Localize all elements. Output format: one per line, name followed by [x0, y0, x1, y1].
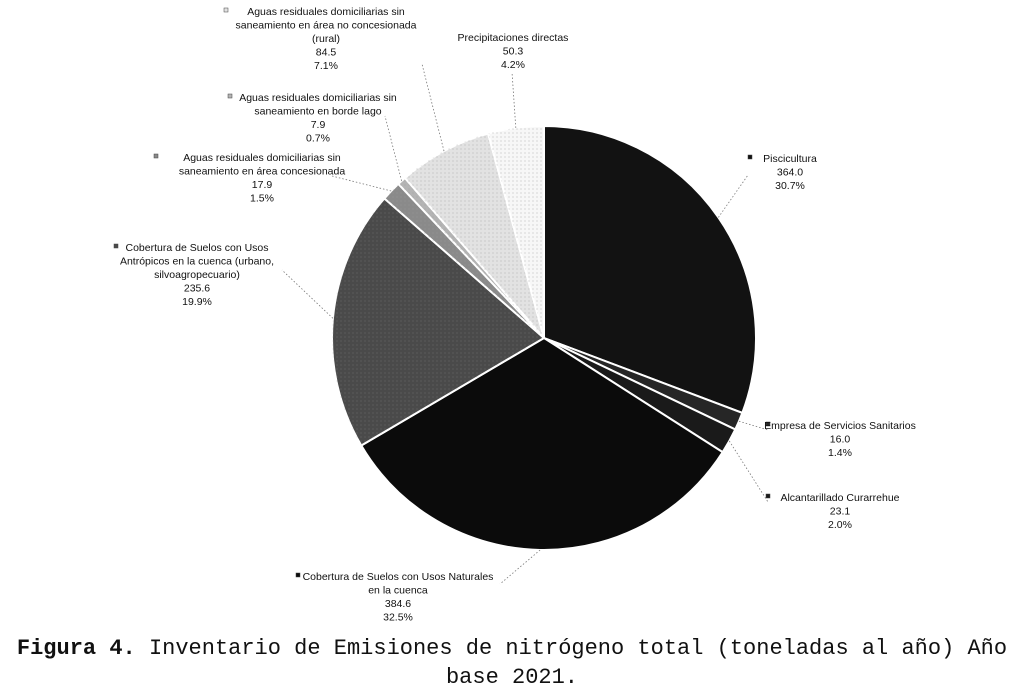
slice-label [114, 242, 274, 308]
leader-line [718, 175, 748, 217]
slice-label [296, 571, 493, 624]
leader-line [512, 72, 516, 128]
leader-line [282, 270, 333, 318]
slice-label-line: en la cuenca [368, 584, 428, 597]
slice-label-line: silvoagropecuario) [154, 269, 240, 281]
legend-bullet [224, 8, 228, 12]
figure-caption [0, 634, 1024, 692]
slice-label-line: (rural) [312, 33, 340, 45]
slice-label-line: Piscicultura [763, 153, 817, 165]
slice-label-line: 7.1% [314, 60, 338, 72]
figure-caption-text: Inventario de Emisiones de nitrógeno total (toneladas al año) Año base 2021. [148, 636, 1008, 690]
legend-bullet [766, 494, 770, 498]
slice-label-line: Cobertura de Suelos con Usos [125, 242, 269, 254]
slice-label-line: Alcantarillado Curarrehue [780, 492, 900, 504]
slice-label-line: 30.7% [775, 180, 805, 192]
slice-label [764, 420, 916, 459]
slice-label-line: 235.6 [183, 282, 211, 295]
legend-bullet [114, 244, 118, 248]
slice-label-line: 2.0% [828, 519, 852, 531]
legend-bullet [154, 154, 158, 158]
figure-label: Figura 4. [16, 636, 136, 661]
slice-label-line: Precipitaciones directas [457, 32, 569, 44]
slice-label [766, 492, 900, 531]
slice-label-line: Antrópicos en la cuenca (urbano, [119, 255, 275, 268]
slice-label-line: Aguas residuales domiciliarias sin [239, 92, 397, 104]
leader-line [385, 116, 402, 181]
slice-label-line: 19.9% [182, 296, 212, 308]
slice-label [458, 32, 569, 71]
slice-label-line: Cobertura de Suelos con Usos Naturales [302, 571, 494, 583]
legend-bullet [748, 155, 752, 159]
slice-label-line: saneamiento en borde lago [254, 105, 382, 118]
slice-label-line: Aguas residuales domiciliarias sin [247, 6, 405, 18]
slice-label [748, 153, 817, 192]
leader-line [422, 64, 444, 151]
legend-bullet [296, 573, 300, 577]
slice-label-line: saneamiento en área concesionada [178, 165, 346, 178]
slice-label-line: 1.4% [828, 447, 852, 459]
slice-label-line: 1.5% [250, 192, 274, 205]
legend-bullet [228, 94, 232, 98]
slice-label-line: 17.9 [251, 179, 273, 191]
leader-line [729, 441, 768, 502]
slice-label [224, 6, 417, 72]
slice-label-line: 50.3 [502, 45, 524, 58]
slice-label-line: Aguas residuales domiciliarias sin [183, 152, 341, 164]
slice-label-line: 0.7% [306, 132, 330, 145]
slice-label-line: 4.2% [501, 59, 525, 71]
slice-label-line: 7.9 [310, 119, 326, 131]
slice-label-line: 84.5 [315, 46, 337, 59]
slice-label [228, 92, 397, 145]
slice-label-line: 364.0 [776, 166, 804, 179]
leader-line [332, 176, 391, 191]
slice-label-line: 16.0 [829, 433, 851, 446]
slice-label-line: Empresa de Servicios Sanitarios [764, 420, 916, 432]
slice-label-line: 32.5% [383, 611, 413, 624]
leader-line [500, 550, 540, 584]
slice-label-line: saneamiento en área no concesionada [235, 19, 417, 32]
slice-label-line: 384.6 [384, 598, 412, 610]
slice-label [154, 152, 345, 205]
slice-label-line: 23.1 [829, 505, 851, 518]
